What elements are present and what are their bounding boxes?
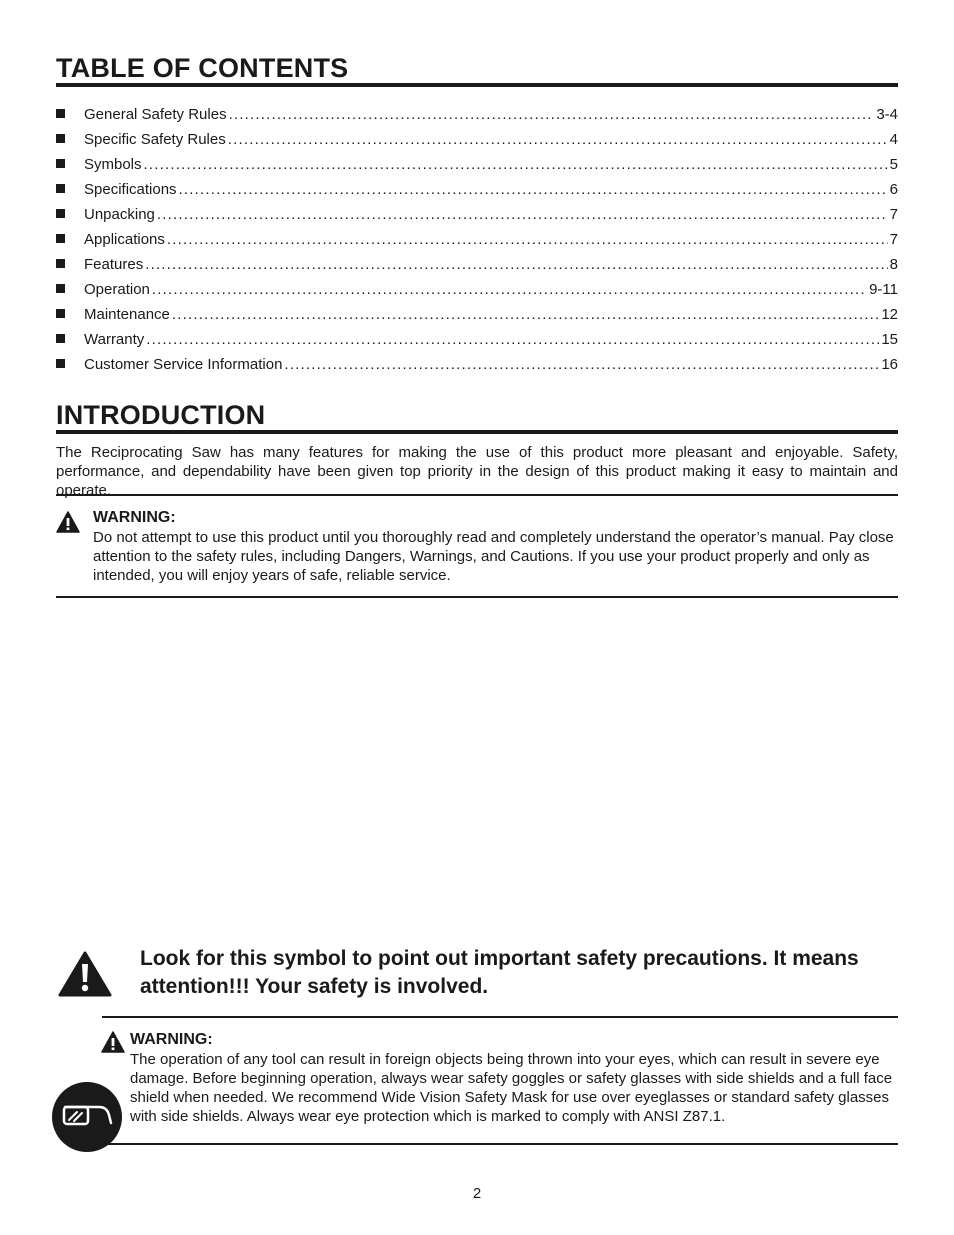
divider: [56, 494, 898, 496]
square-bullet-icon: [56, 359, 65, 368]
square-bullet-icon: [56, 334, 65, 343]
dot-leader: [152, 281, 867, 298]
toc-entry-page: 15: [881, 331, 898, 348]
toc-entry-page: 3-4: [876, 106, 898, 123]
toc-entry: [56, 106, 898, 131]
page-number: 2: [472, 1185, 482, 1202]
toc-entry: [56, 206, 898, 231]
toc-entry: [56, 281, 898, 306]
toc-entry: [56, 156, 898, 181]
toc-entry-label: Specific Safety Rules: [84, 131, 226, 148]
divider: [56, 596, 898, 598]
warning-title: WARNING:: [93, 509, 176, 526]
warning-text: Do not attempt to use this product until you thoroughly read and completely understand the operator’s manual. Pay close attention to the safety rules, including Dangers, Warnings, and Cautions. If you use your product properly and only as intended, you will enjoy years of safe, reliable service.: [93, 529, 894, 584]
toc-entry: [56, 331, 898, 356]
toc-entry-page: 12: [881, 306, 898, 323]
dot-leader: [229, 106, 875, 123]
toc-list: [56, 106, 898, 381]
introduction-heading: INTRODUCTION: [56, 400, 898, 434]
toc-entry-page: 5: [889, 156, 898, 173]
square-bullet-icon: [56, 184, 65, 193]
toc-entry-page: 9-11: [869, 281, 898, 298]
dot-leader: [146, 331, 879, 348]
square-bullet-icon: [56, 159, 65, 168]
dot-leader: [144, 156, 888, 173]
divider: [102, 1016, 898, 1018]
toc-entry-label: Symbols: [84, 156, 142, 173]
toc-entry-label: Maintenance: [84, 306, 170, 323]
toc-entry: [56, 181, 898, 206]
square-bullet-icon: [56, 109, 65, 118]
toc-entry: [56, 131, 898, 156]
safety-symbol-text: Look for this symbol to point out important safety precautions. It means attention!!! Your safety is involved.: [140, 947, 859, 998]
warning-triangle-icon: [56, 511, 80, 533]
toc-entry-page: 4: [889, 131, 898, 148]
toc-entry-label: Warranty: [84, 331, 145, 348]
dot-leader: [284, 356, 879, 373]
toc-entry: [56, 231, 898, 256]
manual-page: [56, 0, 898, 1235]
square-bullet-icon: [56, 284, 65, 293]
toc-entry-page: 7: [889, 231, 898, 248]
warning-triangle-icon: [101, 1031, 125, 1053]
divider: [102, 1143, 898, 1145]
square-bullet-icon: [56, 259, 65, 268]
dot-leader: [157, 206, 888, 223]
square-bullet-icon: [56, 209, 65, 218]
dot-leader: [228, 131, 888, 148]
toc-entry: [56, 356, 898, 381]
toc-entry-label: Features: [84, 256, 144, 273]
square-bullet-icon: [56, 234, 65, 243]
dot-leader: [172, 306, 879, 323]
warning-text: The operation of any tool can result in foreign objects being thrown into your eyes, which can result in severe eye damage. Before beginning operation, always wear safety goggles or safety glasses with side shields and a full face shield when needed. We recommend Wide Vision Safety Mask for use over eyeglasses or standard safety glasses with side shields. Always wear eye protection which is marked to comply with ANSI Z87.1.: [130, 1051, 893, 1125]
toc-entry-page: 7: [889, 206, 898, 223]
toc-heading: TABLE OF CONTENTS: [56, 53, 898, 87]
toc-entry-page: 6: [889, 181, 898, 198]
toc-entry-page: 8: [889, 256, 898, 273]
toc-entry-label: General Safety Rules: [84, 106, 227, 123]
square-bullet-icon: [56, 134, 65, 143]
toc-entry-label: Customer Service Information: [84, 356, 283, 373]
toc-entry: [56, 306, 898, 331]
dot-leader: [167, 231, 888, 248]
toc-entry-label: Specifications: [84, 181, 177, 198]
dot-leader: [145, 256, 887, 273]
warning-title: WARNING:: [130, 1031, 213, 1048]
toc-entry: [56, 256, 898, 281]
toc-entry-page: 16: [881, 356, 898, 373]
dot-leader: [179, 181, 888, 198]
toc-entry-label: Applications: [84, 231, 165, 248]
toc-entry-label: Unpacking: [84, 206, 155, 223]
warning-block: [93, 508, 898, 585]
square-bullet-icon: [56, 309, 65, 318]
safety-alert-symbol-icon: [58, 951, 112, 997]
toc-entry-label: Operation: [84, 281, 150, 298]
eye-protection-warning-block: [130, 1030, 898, 1126]
introduction-text: The Reciprocating Saw has many features for making the use of this product more pleasant and enjoyable. Safety, performance, and dependability have been given top priority in the design of this product making it easy to maintain and operate.: [56, 444, 898, 499]
